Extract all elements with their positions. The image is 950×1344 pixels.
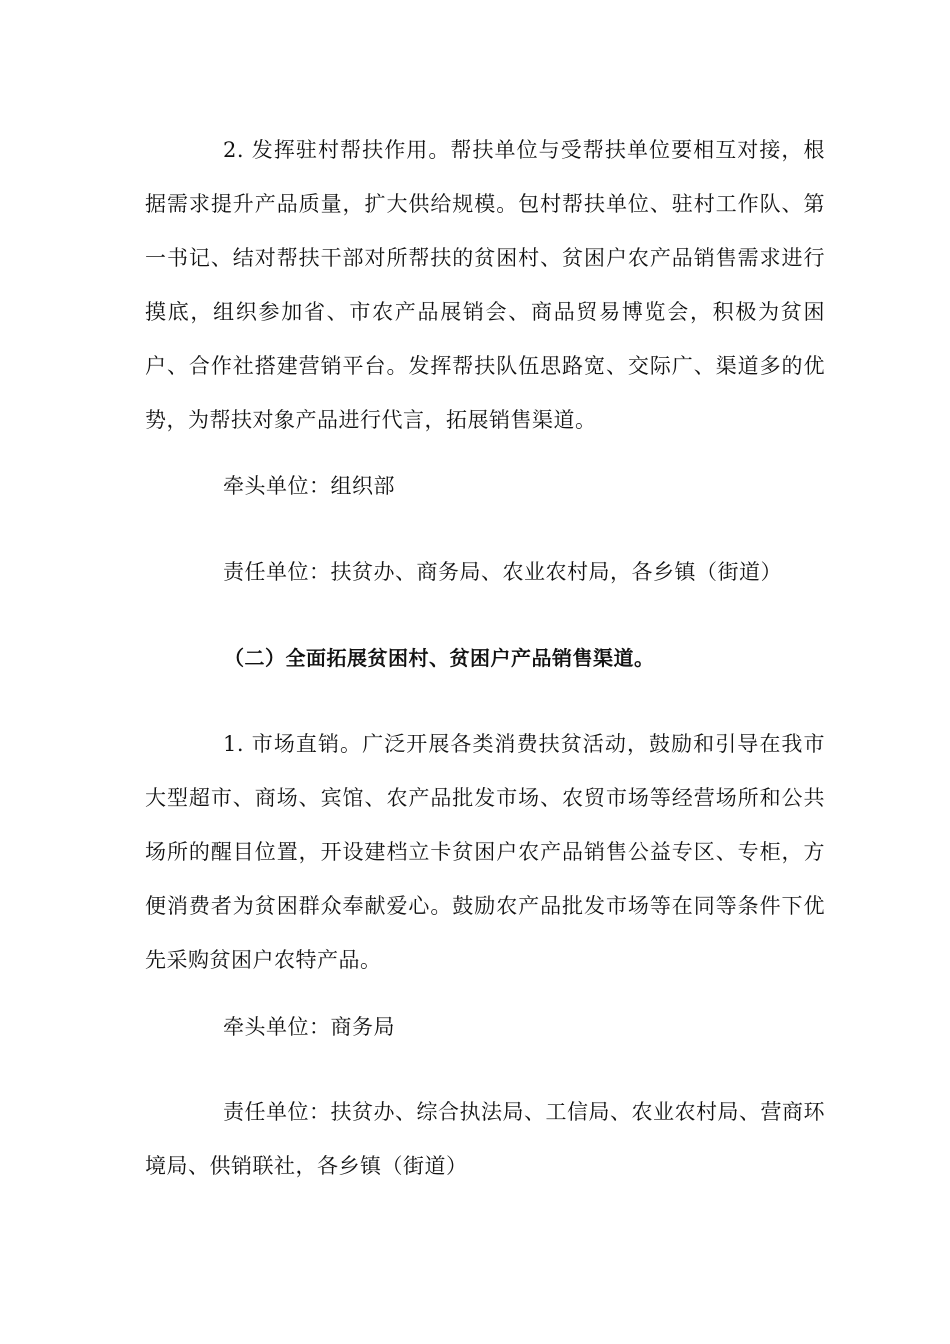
section-heading: （二）全面拓展贫困村、贫困户产品销售渠道。	[224, 646, 655, 670]
lead-unit-line-2: 牵头单位：商务局	[223, 1015, 395, 1039]
responsible-units-line: 责任单位：扶贫办、商务局、农业农村局，各乡镇（街道）	[223, 560, 782, 584]
paragraph-market-direct-sales: 1. 市场直销。广泛开展各类消费扶贫活动，鼓励和引导在我市大型超市、商场、宾馆、农产品批发市场、农贸市场等经营场所和公共场所的醒目位置，开设建档立卡贫困户农产品销售公益专区、专柜，方便消费者为贫困群众奉献爱心。鼓励农产品批发市场等在同等条件下优先采购贫困户农特产品。	[145, 732, 825, 972]
lead-unit-line: 牵头单位：组织部	[223, 474, 395, 498]
paragraph-village-assistance: 2. 发挥驻村帮扶作用。帮扶单位与受帮扶单位要相互对接，根据需求提升产品质量，扩大供给规模。包村帮扶单位、驻村工作队、第一书记、结对帮扶干部对所帮扶的贫困村、贫困户农产品销售需求进行摸底，组织参加省、市农产品展销会、商品贸易博览会，积极为贫困户、合作社搭建营销平台。发挥帮扶队伍思路宽、交际广、渠道多的优势，为帮扶对象产品进行代言，拓展销售渠道。	[145, 138, 825, 432]
responsible-units-paragraph-2: 责任单位：扶贫办、综合执法局、工信局、农业农村局、营商环境局、供销联社，各乡镇（街道）	[145, 1100, 825, 1178]
